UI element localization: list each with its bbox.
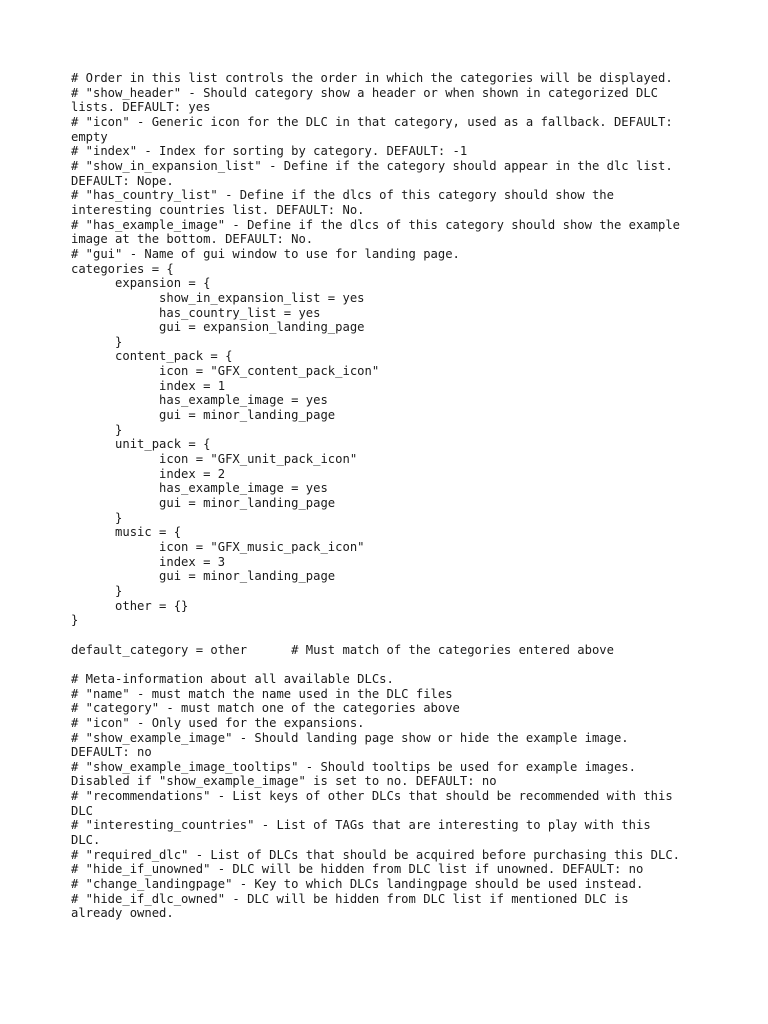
code-line: gui = minor_landing_page — [71, 496, 336, 511]
code-line — [71, 628, 711, 643]
code-line: # "icon" - Generic icon for the DLC in that category, used as a fallback. DEFAULT: — [71, 114, 673, 129]
code-line: # "show_example_image_tooltips" - Should tooltips be used for example images. — [71, 759, 636, 774]
code-line: } — [71, 613, 79, 628]
code-line: music = { — [71, 525, 182, 540]
code-line: interesting countries list. DEFAULT: No. — [71, 202, 365, 217]
code-line: # "interesting_countries" - List of TAGs that are interesting to play with this — [71, 818, 651, 833]
code-line: } — [71, 334, 123, 349]
code-line: gui = expansion_landing_page — [71, 320, 365, 335]
code-line: DEFAULT: no — [71, 745, 152, 760]
code-line: icon = "GFX_content_pack_icon" — [71, 364, 380, 379]
code-line — [71, 657, 711, 672]
code-line: # Meta-information about all available DLCs. — [71, 671, 394, 686]
code-line: # "hide_if_dlc_owned" - DLC will be hidden from DLC list if mentioned DLC is — [71, 891, 629, 906]
code-line: lists. DEFAULT: yes — [71, 100, 211, 115]
code-line: # "show_header" - Should category show a header or when shown in categorized DLC — [71, 85, 658, 100]
code-line: gui = minor_landing_page — [71, 569, 336, 584]
code-line: has_example_image = yes — [71, 393, 328, 408]
code-line: # "icon" - Only used for the expansions. — [71, 715, 365, 730]
code-line: } — [71, 422, 123, 437]
code-line: index = 1 — [71, 378, 226, 393]
code-line: icon = "GFX_music_pack_icon" — [71, 540, 365, 554]
code-line: has_example_image = yes — [71, 481, 328, 496]
code-listing — [71, 71, 711, 921]
code-line: # "recommendations" - List keys of other DLCs that should be recommended with this — [71, 789, 673, 804]
code-line: index = 3 — [71, 554, 226, 569]
code-line: # "required_dlc" - List of DLCs that should be acquired before purchasing this DLC. — [71, 847, 681, 862]
code-line: DLC — [71, 803, 94, 818]
code-line: # "category" - must match one of the categories above — [71, 701, 460, 716]
code-line: other = {} — [71, 598, 189, 613]
code-line: # "name" - must match the name used in the DLC files — [71, 686, 453, 701]
code-line: # "index" - Index for sorting by category. DEFAULT: -1 — [71, 144, 468, 159]
code-line: gui = minor_landing_page — [71, 408, 336, 423]
code-line: # "has_example_image" - Define if the dlcs of this category should show the example — [71, 217, 681, 232]
code-line: empty — [71, 129, 108, 144]
code-line: } — [71, 583, 123, 598]
code-line: # "show_example_image" - Should landing page show or hide the example image. — [71, 730, 629, 745]
code-line: # "has_country_list" - Define if the dlcs of this category should show the — [71, 188, 614, 203]
code-line: categories = { — [71, 261, 174, 276]
code-line: already owned. — [71, 906, 174, 921]
code-line: # "change_landingpage" - Key to which DLCs landingpage should be used instead. — [71, 877, 644, 892]
code-line: content_pack = { — [71, 349, 233, 364]
code-line: expansion = { — [71, 276, 211, 291]
code-line: show_in_expansion_list = yes — [71, 290, 365, 305]
code-line: # "gui" - Name of gui window to use for landing page. — [71, 246, 460, 261]
code-line: unit_pack = { — [71, 437, 211, 452]
code-line: DEFAULT: Nope. — [71, 173, 174, 188]
code-line: image at the bottom. DEFAULT: No. — [71, 232, 314, 247]
code-line: has_country_list = yes — [71, 305, 321, 320]
code-line: icon = "GFX_unit_pack_icon" — [71, 452, 358, 467]
code-line: index = 2 — [71, 466, 226, 481]
code-line: # "hide_if_unowned" - DLC will be hidden from DLC list if unowned. DEFAULT: no — [71, 862, 644, 877]
code-line: # Order in this list controls the order in which the categories will be displayed. — [71, 71, 673, 85]
code-line: } — [71, 510, 123, 525]
code-line: Disabled if "show_example_image" is set to no. DEFAULT: no — [71, 774, 497, 789]
code-line: DLC. — [71, 833, 101, 848]
code-line: default_category = other # Must match of the categories entered above — [71, 642, 614, 657]
code-line: # "show_in_expansion_list" - Define if the category should appear in the dlc list. — [71, 158, 673, 173]
